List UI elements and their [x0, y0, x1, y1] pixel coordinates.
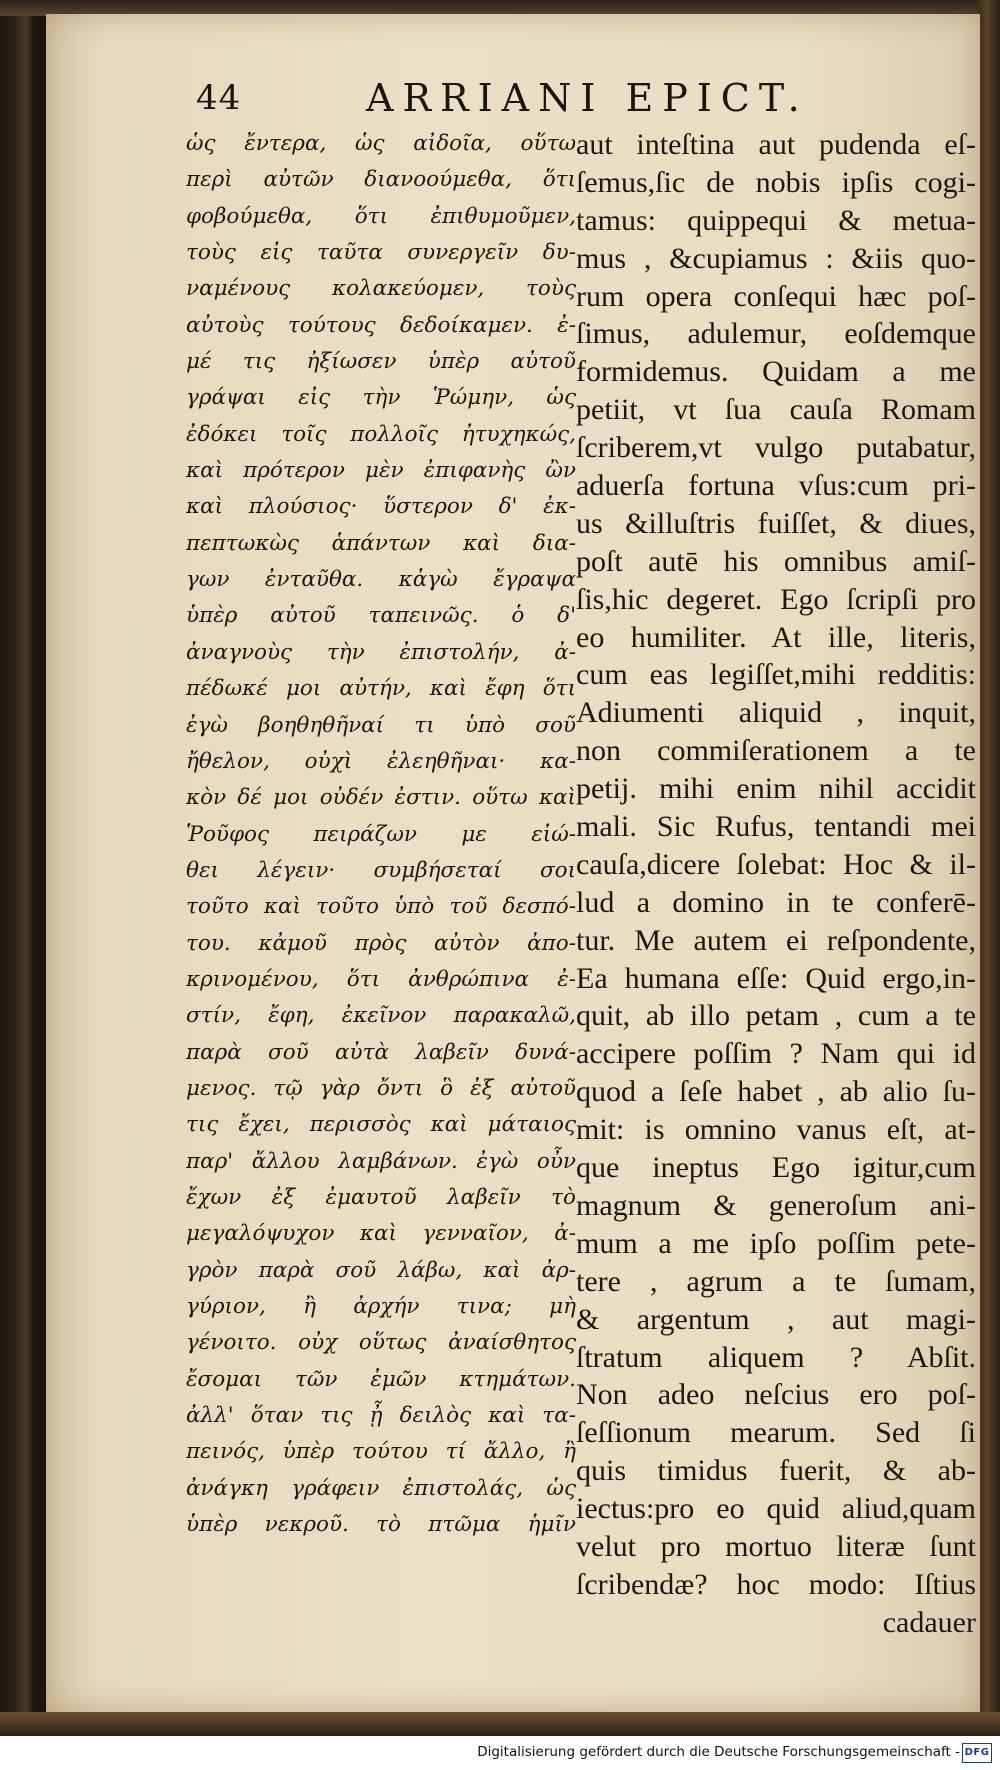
greek-text-line: γράψαι εἰς τὴν Ῥώμην, ὡς: [186, 385, 576, 411]
latin-text-line: formidemus. Quidam a me: [576, 355, 976, 389]
digitization-footer: [0, 1736, 1000, 1770]
latin-text-line: ſtratum aliquem ? Abſit.: [576, 1340, 976, 1374]
latin-text-line: us &illuſtris fuiſſet, & diues,: [576, 506, 976, 540]
latin-text-line: aduerſa fortuna vſus:cum pri-: [576, 469, 976, 503]
greek-text-line: ὑπὲρ νεκροῦ. τὸ πτῶμα ἡμῖν: [186, 1512, 576, 1538]
latin-text-line: cauſa,dicere ſolebat: Hoc & il-: [576, 847, 976, 881]
latin-text-line: iectus:pro eo quid aliud,quam: [576, 1492, 976, 1526]
greek-text-line: στίν, ἔφη, ἐκεῖνον παρακαλῶ,: [186, 1003, 576, 1029]
latin-text-line: mum a me ipſo poſſim pete-: [576, 1226, 976, 1260]
greek-text-line: ἀλλ' ὅταν τις ᾖ δειλὸς καὶ τα-: [186, 1403, 576, 1429]
greek-text-line: περὶ αὐτῶν διανοούμεθα, ὅτι: [186, 167, 576, 193]
latin-text-line: mus , &cupiamus : &iis quo-: [576, 241, 976, 275]
page-number: 44: [196, 78, 242, 118]
greek-text-line: Ῥοῦφος πειράζων με εἰώ-: [186, 821, 576, 847]
latin-text-line: eo humiliter. At ille, literis,: [576, 620, 976, 654]
latin-text-line: quit, ab illo petam , cum a te: [576, 999, 976, 1033]
latin-text-line: magnum & generoſum ani-: [576, 1188, 976, 1222]
latin-text-line: Ea humana eſſe: Quid ergo,in-: [576, 961, 976, 995]
greek-text-column: [186, 126, 576, 1543]
latin-text-line: non commiſerationem a te: [576, 734, 976, 768]
greek-text-line: πεπτωκὼς ἁπάντων καὶ δια-: [186, 530, 576, 556]
latin-text-line: mit: is omnino vanus eſt, at-: [576, 1113, 976, 1147]
latin-text-line: rum opera conſequi hæc poſ-: [576, 279, 976, 313]
latin-text-line: petij. mihi enim nihil accidit: [576, 772, 976, 806]
book-page: [46, 14, 980, 1712]
greek-text-line: γων ἐνταῦθα. κἀγὼ ἔγραψα: [186, 567, 576, 593]
latin-text-line: lud a domino in te conferē-: [576, 885, 976, 919]
greek-text-line: ἔσομαι τῶν ἐμῶν κτημάτων.: [186, 1366, 576, 1392]
latin-text-line: que ineptus Ego igitur,cum: [576, 1151, 976, 1185]
greek-text-line: ἀνάγκη γράφειν ἐπιστολάς, ὡς: [186, 1475, 576, 1501]
latin-text-line: ſimus, adulemur, eoſdemque: [576, 317, 976, 351]
latin-text-line: tur. Me autem ei reſpondente,: [576, 923, 976, 957]
page-header: [46, 76, 980, 126]
greek-text-line: τοῦτο καὶ τοῦτο ὑπὸ τοῦ δεσπό-: [186, 894, 576, 920]
greek-text-line: τις ἔχει, περισσὸς καὶ μάταιος: [186, 1112, 576, 1138]
greek-text-line: γένοιτο. οὐχ οὕτως ἀναίσθητος: [186, 1330, 576, 1356]
latin-text-line: quod a ſeſe habet , ab alio ſu-: [576, 1075, 976, 1109]
latin-text-line: Adiumenti aliquid , inquit,: [576, 696, 976, 730]
greek-text-line: γρὸν παρὰ σοῦ λάβω, καὶ ἀρ-: [186, 1257, 576, 1283]
catchword: cadauer: [882, 1605, 976, 1639]
latin-text-line: aut inteſtina aut pudenda eſ-: [576, 128, 976, 161]
running-head: ARRIANI EPICT.: [366, 76, 809, 120]
latin-text-line: petiit, vt ſua cauſa Romam: [576, 393, 976, 427]
greek-text-line: ἀναγνοὺς τὴν ἐπιστολήν, ἀ-: [186, 639, 576, 665]
greek-text-line: καὶ πλούσιος· ὕστερον δ' ἐκ-: [186, 494, 576, 520]
latin-text-line: accipere poſſim ? Nam qui id: [576, 1037, 976, 1071]
dfg-logo: DFG: [962, 1743, 992, 1763]
greek-text-line: αὐτοὺς τούτους δεδοίκαμεν. ἐ-: [186, 312, 576, 338]
greek-text-line: τοὺς εἰς ταῦτα συνεργεῖν δυ-: [186, 240, 576, 266]
greek-text-line: μέ τις ἠξίωσεν ὑπὲρ αὐτοῦ: [186, 349, 576, 375]
greek-text-line: θει λέγειν· συμβήσεταί σοι: [186, 857, 576, 883]
latin-text-line: ſis,hic degeret. Ego ſcripſi pro: [576, 582, 976, 616]
latin-text-line: quis timidus fuerit, & ab-: [576, 1454, 976, 1488]
greek-text-line: παρ' ἄλλου λαμβάνων. ἐγὼ οὖν: [186, 1148, 576, 1174]
latin-text-column: [576, 126, 976, 1642]
greek-text-line: ἔχων ἐξ ἐμαυτοῦ λαβεῖν τὸ: [186, 1184, 576, 1210]
book-bottom-edge: [0, 1712, 1000, 1736]
latin-text-line: ſcribendæ? hoc modo: Iſtius: [576, 1567, 976, 1601]
greek-text-line: πεινός, ὑπὲρ τούτου τί ἄλλο, ἢ: [186, 1439, 576, 1465]
greek-text-line: μεγαλόψυχον καὶ γενναῖον, ἀ-: [186, 1221, 576, 1247]
greek-text-line: πέδωκέ μοι αὐτήν, καὶ ἔφη ὅτι: [186, 676, 576, 702]
greek-text-line: μενος. τῷ γὰρ ὄντι ὃ ἐξ αὐτοῦ: [186, 1075, 576, 1101]
greek-text-line: ὑπὲρ αὐτοῦ ταπεινῶς. ὁ δ': [186, 603, 576, 629]
greek-text-line: ἐδόκει τοῖς πολλοῖς ἠτυχηκώς,: [186, 421, 576, 447]
funding-credit: Digitalisierung gefördert durch die Deutsche Forschungsgemeinschaft -: [477, 1744, 960, 1760]
greek-text-line: ὡς ἔντερα, ὡς αἰδοῖα, οὕτω: [186, 131, 576, 156]
greek-text-line: ναμένους κολακεύομεν, τοὺς: [186, 276, 576, 302]
latin-text-line: ſemus,ſic de nobis ipſis cogi-: [576, 165, 976, 199]
greek-text-line: φοβούμεθα, ὅτι ἐπιθυμοῦμεν,: [186, 203, 576, 229]
latin-text-line: velut pro mortuo literæ ſunt: [576, 1529, 976, 1563]
greek-text-line: γύριον, ἢ ἀρχήν τινα; μὴ: [186, 1294, 576, 1319]
greek-text-line: ἐγὼ βοηθηθῆναί τι ὑπὸ σοῦ: [186, 712, 576, 738]
greek-text-line: του. κἀμοῦ πρὸς αὐτὸν ἀπο-: [186, 930, 576, 956]
latin-text-line: mali. Sic Rufus, tentandi mei: [576, 810, 976, 844]
greek-text-line: καὶ πρότερον μὲν ἐπιφανὴς ὢν: [186, 458, 576, 484]
latin-text-line: cum eas legiſſet,mihi redditis:: [576, 658, 976, 692]
greek-text-line: παρὰ σοῦ αὐτὰ λαβεῖν δυνά-: [186, 1039, 576, 1065]
greek-text-line: κὸν δέ μοι οὐδέν ἐστιν. οὕτω καὶ: [186, 785, 576, 811]
latin-text-line: & argentum , aut magi-: [576, 1302, 976, 1336]
latin-text-line: poſt autē his omnibus amiſ-: [576, 544, 976, 578]
latin-text-line: tamus: quippequi & metua-: [576, 203, 976, 237]
greek-text-line: κρινομένου, ὅτι ἀνθρώπινα ἐ-: [186, 966, 576, 992]
latin-text-line: tere , agrum a te ſumam,: [576, 1264, 976, 1298]
latin-text-line: ſeſſionum mearum. Sed ſi: [576, 1416, 976, 1450]
greek-text-line: ἤθελον, οὐχὶ ἐλεηθῆναι· κα-: [186, 748, 576, 774]
latin-text-line: ſcriberem,vt vulgo putabatur,: [576, 431, 976, 465]
book-right-edge: [978, 0, 1000, 1736]
latin-text-line: Non adeo neſcius ero poſ-: [576, 1378, 976, 1412]
